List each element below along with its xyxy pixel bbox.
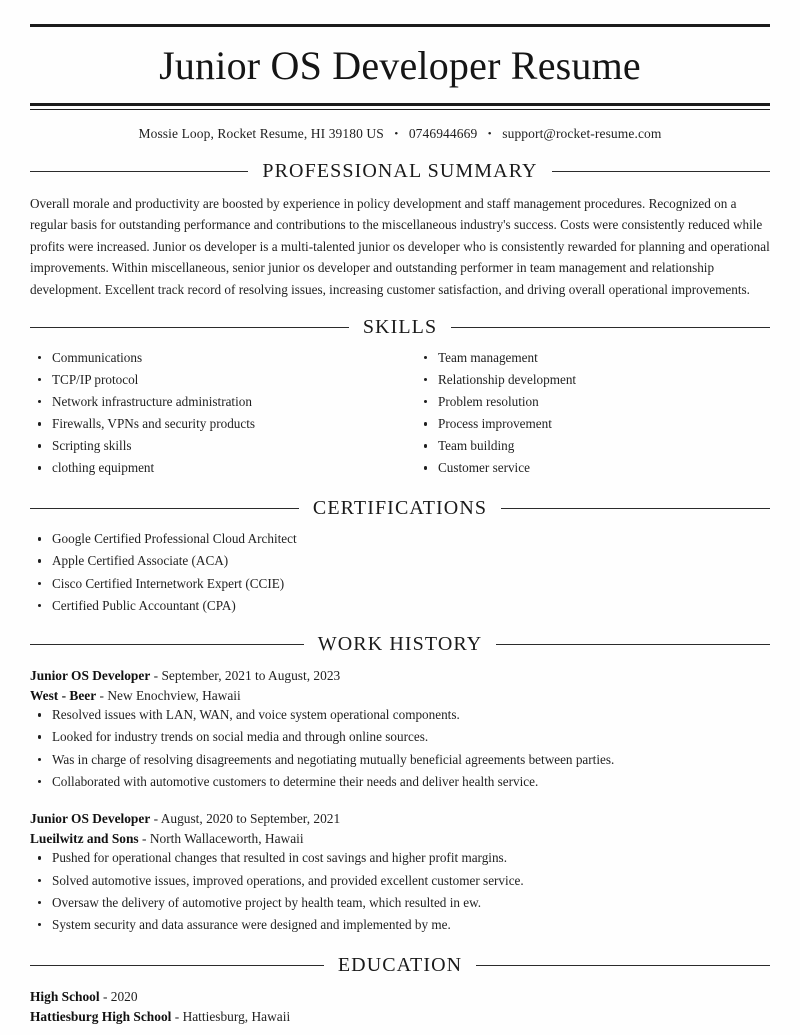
list-item: Relationship development [416, 371, 770, 389]
list-item: Team management [416, 349, 770, 367]
contact-phone[interactable]: 0746944669 [408, 126, 478, 141]
education-separator: - [102, 988, 108, 1004]
contact-separator-icon: • [394, 127, 399, 140]
header-rule-top [30, 24, 770, 27]
list-item: Communications [30, 349, 400, 367]
contact-email[interactable]: support@rocket-resume.com [502, 126, 662, 141]
job-company-line [30, 686, 770, 706]
job-company: West - Beer [30, 688, 97, 704]
education-school: Hattiesburg High School [30, 1009, 172, 1025]
education-school-line [30, 1007, 770, 1027]
skills-column-left [30, 349, 400, 481]
list-item: System security and data assurance were designed and implemented by me. [30, 916, 770, 934]
section-heading-label: PROFESSIONAL SUMMARY [262, 160, 538, 182]
job-title-line [30, 666, 770, 686]
job-title: Junior OS Developer [30, 810, 151, 826]
list-item: Problem resolution [416, 393, 770, 411]
job-location: New Enochview, Hawaii [107, 688, 241, 704]
list-item: Google Certified Professional Cloud Architect [30, 530, 770, 548]
skills-list-right [416, 349, 770, 477]
contact-line [30, 126, 770, 142]
job-title-separator: - [153, 810, 159, 826]
section-rule-left [30, 508, 299, 509]
list-item: Process improvement [416, 415, 770, 433]
job-title: Junior OS Developer [30, 667, 151, 683]
certifications-list [30, 530, 770, 614]
education-degree: High School [30, 988, 100, 1004]
section-certifications [30, 497, 770, 614]
work-history-entry [30, 809, 770, 934]
job-dates: August, 2020 to September, 2021 [160, 810, 341, 826]
section-rule-right [496, 644, 770, 645]
list-item: Oversaw the delivery of automotive project by health team, which resulted in ew. [30, 894, 770, 912]
section-rule-right [552, 171, 770, 172]
job-company: Lueilwitz and Sons [30, 831, 139, 847]
contact-separator-icon: • [487, 127, 492, 140]
job-company-separator: - [99, 688, 105, 704]
education-degree-line [30, 987, 770, 1007]
list-item: Collaborated with automotive customers to determine their needs and deliver health service. [30, 773, 770, 791]
job-location: North Wallaceworth, Hawaii [149, 831, 304, 847]
section-work-history [30, 633, 770, 934]
section-heading-work-history [30, 633, 770, 656]
section-rule-left [30, 965, 324, 966]
job-company-separator: - [142, 831, 147, 847]
section-rule-right [451, 327, 770, 328]
list-item: Certified Public Accountant (CPA) [30, 597, 770, 615]
list-item: Was in charge of resolving disagreements and negotiating mutually beneficial agreements between parties. [30, 751, 770, 769]
section-professional-summary [30, 160, 770, 300]
page-title: Junior OS Developer Resume [159, 43, 641, 88]
list-item: Firewalls, VPNs and security products [30, 415, 400, 433]
job-bullets-list [30, 706, 770, 790]
job-dates: September, 2021 to August, 2023 [161, 667, 341, 683]
job-title-line [30, 809, 770, 829]
job-title-separator: - [153, 667, 159, 683]
contact-address: Mossie Loop, Rocket Resume, HI 39180 US [138, 126, 384, 141]
list-item: Customer service [416, 459, 770, 477]
section-rule-left [30, 171, 248, 172]
list-item: Network infrastructure administration [30, 393, 400, 411]
list-item: Team building [416, 437, 770, 455]
list-item: TCP/IP protocol [30, 371, 400, 389]
section-rule-right [501, 508, 770, 509]
work-history-entry [30, 666, 770, 791]
skills-column-right [400, 349, 770, 481]
section-rule-left [30, 644, 304, 645]
list-item: Resolved issues with LAN, WAN, and voice system operational components. [30, 706, 770, 724]
section-heading-label: SKILLS [362, 315, 438, 338]
list-item: clothing equipment [30, 459, 400, 477]
section-heading-skills [30, 316, 770, 339]
job-company-line [30, 829, 770, 849]
summary-paragraph: Overall morale and productivity are boosted by experience in policy development and staff management procedures. Recognized on a regular basis for outstanding performance and contributions to the miscellaneous industry's success. Costs were consistently reduced while profits were increased. Junior os developer is a multi-talented junior os developer who is consistently rewarded for planning and operational improvements. Within miscellaneous, senior junior os developer and outstanding performer in team management and relationship development. Excellent track record of resolving issues, increasing customer satisfaction, and driving overall operational improvements. [30, 196, 770, 297]
section-education [30, 954, 770, 1028]
section-heading-label: CERTIFICATIONS [312, 497, 488, 520]
skills-list-left [30, 349, 400, 477]
education-entry [30, 987, 770, 1028]
header-rule-bottom [30, 103, 770, 110]
education-separator: - [174, 1009, 180, 1025]
list-item: Looked for industry trends on social media and through online sources. [30, 728, 770, 746]
skills-columns [30, 349, 770, 481]
section-heading-label: EDUCATION [337, 953, 463, 976]
section-rule-left [30, 327, 349, 328]
section-heading-label: WORK HISTORY [317, 632, 483, 655]
section-skills [30, 316, 770, 481]
education-year: 2020 [110, 988, 138, 1004]
resume-header [30, 24, 770, 142]
section-rule-right [476, 965, 770, 966]
list-item: Scripting skills [30, 437, 400, 455]
education-location: Hattiesburg, Hawaii [182, 1009, 291, 1025]
section-heading-education [30, 954, 770, 977]
section-heading-professional-summary [30, 160, 770, 183]
job-bullets-list [30, 849, 770, 933]
list-item: Pushed for operational changes that resulted in cost savings and higher profit margins. [30, 849, 770, 867]
list-item: Cisco Certified Internetwork Expert (CCIE) [30, 575, 770, 593]
section-heading-certifications [30, 497, 770, 520]
list-item: Apple Certified Associate (ACA) [30, 552, 770, 570]
list-item: Solved automotive issues, improved operations, and provided excellent customer service. [30, 872, 770, 890]
